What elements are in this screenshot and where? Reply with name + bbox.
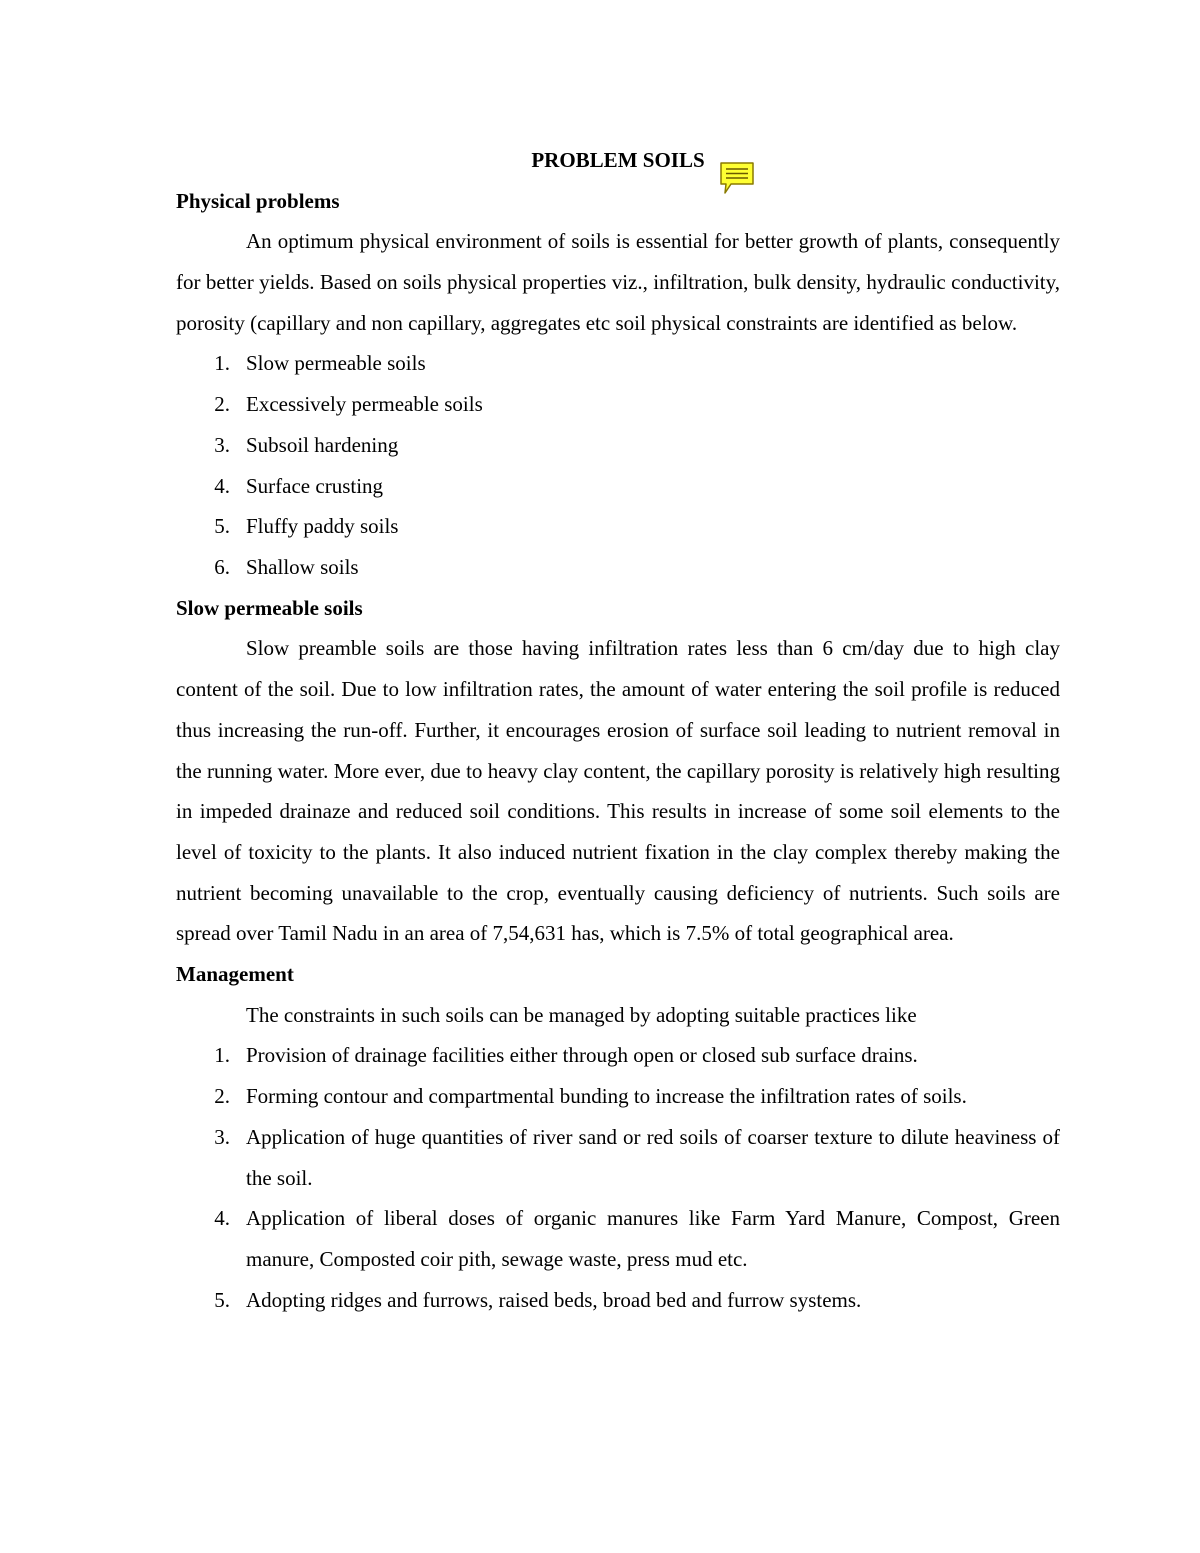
list-item-text: Subsoil hardening bbox=[246, 432, 399, 457]
list-item bbox=[176, 1076, 1060, 1117]
list-item-text: Application of liberal doses of organic manures like Farm Yard Manure, Compost, Green manure, Composted coir pith, sewage waste, press mud etc. bbox=[246, 1206, 1060, 1271]
list-number: 3. bbox=[214, 432, 230, 457]
list-item bbox=[176, 506, 1060, 547]
list-item-text: Adopting ridges and furrows, raised beds, broad bed and furrow systems. bbox=[246, 1287, 862, 1312]
list-number: 5. bbox=[214, 514, 230, 539]
list-item-text: Fluffy paddy soils bbox=[246, 514, 399, 539]
list-number: 2. bbox=[214, 392, 230, 417]
list-item bbox=[176, 425, 1060, 466]
list-item-text: Forming contour and compartmental bunding to increase the infiltration rates of soils. bbox=[246, 1084, 967, 1109]
list-item bbox=[176, 343, 1060, 384]
section-heading-slow-permeable-soils: Slow permeable soils bbox=[176, 595, 363, 620]
list-item-text: Excessively permeable soils bbox=[246, 392, 483, 417]
list-item bbox=[176, 1280, 1060, 1321]
physical-problems-list bbox=[176, 343, 1060, 587]
list-item bbox=[176, 466, 1060, 507]
list-item-text: Shallow soils bbox=[246, 555, 359, 579]
list-item bbox=[176, 1117, 1060, 1198]
list-number: 2. bbox=[214, 1084, 230, 1109]
list-number: 5. bbox=[214, 1287, 230, 1312]
list-item bbox=[176, 384, 1060, 425]
list-item-text: Application of huge quantities of river sand or red soils of coarser texture to dilute heaviness of the soil. bbox=[246, 1124, 1060, 1190]
document-page bbox=[176, 140, 1060, 1320]
list-item-text: Surface crusting bbox=[246, 473, 384, 498]
section-heading-physical-problems: Physical problems bbox=[176, 188, 340, 213]
management-intro: The constraints in such soils can be managed by adopting suitable practices like bbox=[246, 1002, 917, 1027]
list-item bbox=[176, 547, 1060, 588]
list-item-text: Slow permeable soils bbox=[246, 351, 426, 376]
list-item bbox=[176, 1198, 1060, 1279]
list-number: 4. bbox=[214, 473, 230, 498]
management-list bbox=[176, 1035, 1060, 1320]
list-number: 4. bbox=[214, 1206, 230, 1231]
comment-icon[interactable] bbox=[719, 160, 755, 196]
list-number: 1. bbox=[214, 351, 230, 376]
slow-permeable-body: Slow preamble soils are those having infiltration rates less than 6 cm/day due to high clay content of the soil. Due to low infiltration rates, the amount of water entering the soil profile is reduced thus increasing the run-off. Further, it encourages erosion of surface soil leading to nutrient removal in the running water. More ever, due to heavy clay content, the capillary porosity is relatively high resulting in impeded drainaze and reduced soil conditions. This results in increase of some soil elements to the level of toxicity to the plants. It also induced nutrient fixation in the clay complex thereby making the nutrient becoming unavailable to the crop, eventually causing deficiency of nutrients. Such soils are spread over Tamil Nadu in an area of 7,54,631 has, which is 7.5% of total geographical area. bbox=[176, 636, 1060, 946]
list-number: 6. bbox=[214, 555, 230, 579]
list-item bbox=[176, 1035, 1060, 1076]
physical-problems-intro: An optimum physical environment of soils is essential for better growth of plants, consequently for better yields. Based on soils physical properties viz., infiltration, bulk density, hydraulic conductivity, porosity (capillary and non capillary, aggregates etc soil physical constraints are identified as below. bbox=[176, 229, 1060, 335]
section-heading-management: Management bbox=[176, 962, 294, 987]
page-title: PROBLEM SOILS bbox=[531, 148, 705, 172]
list-number: 1. bbox=[214, 1043, 230, 1068]
list-item-text: Provision of drainage facilities either through open or closed sub surface drains. bbox=[246, 1043, 918, 1068]
list-number: 3. bbox=[214, 1124, 230, 1149]
